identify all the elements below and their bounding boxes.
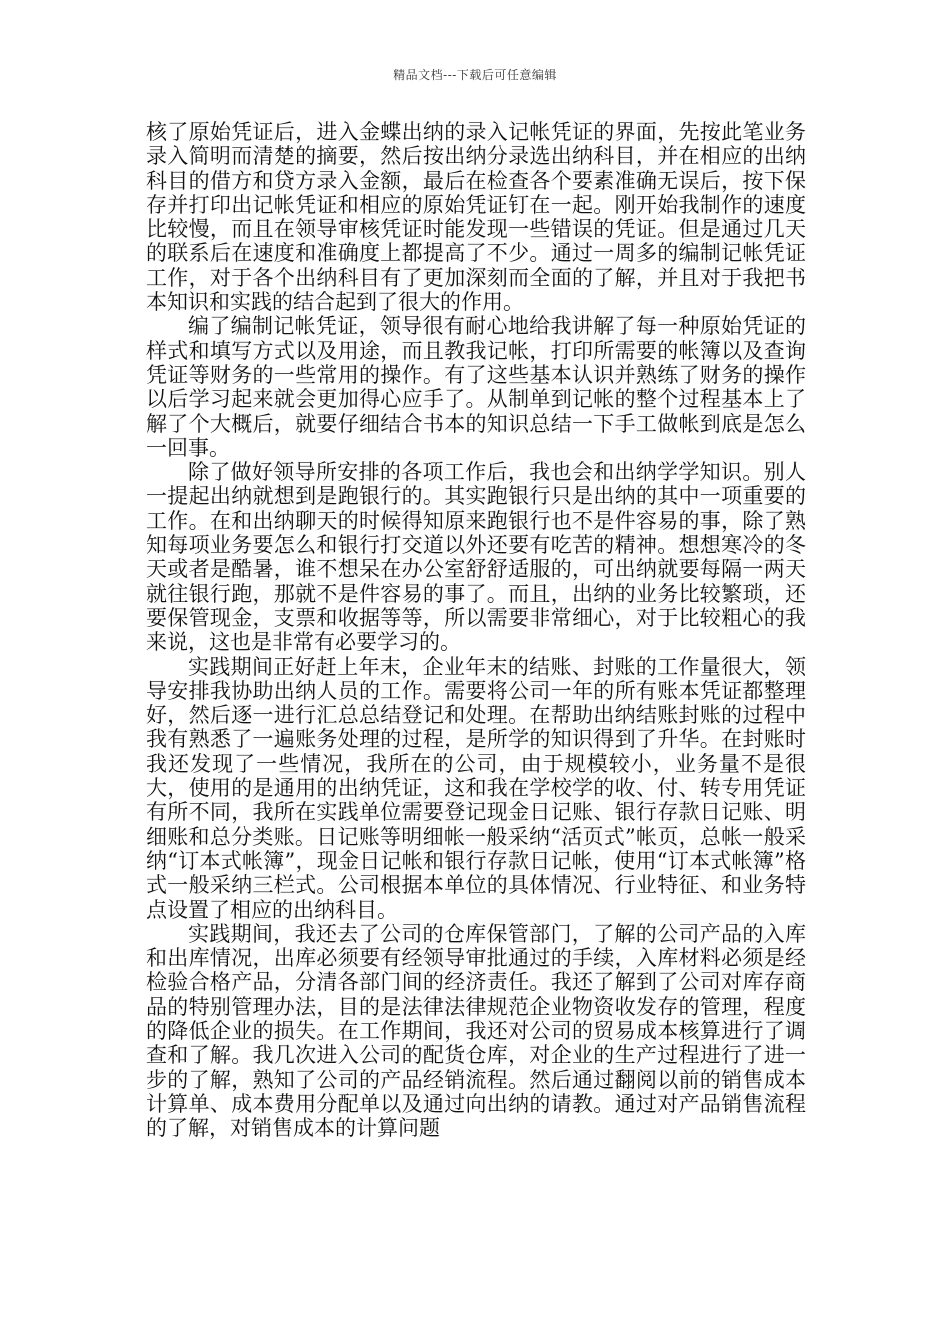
paragraph-2: 编了编制记帐凭证，领导很有耐心地给我讲解了每一种原始凭证的样式和填写方式以及用途，而且教我记帐，打印所需要的帐簿以及查询凭证等财务的一些常用的操作。有了这些基本认识并熟练了财务的操作以后学习起来就会更加得心应手了。从制单到记帐的整个过程基本上了解了个大概后，就要仔细结合书本的知识总结一下手工做帐到底是怎么一回事。 [146,314,806,460]
paragraph-4: 实践期间正好赶上年末，企业年末的结账、封账的工作量很大，领导安排我协助出纳人员的工作。需要将公司一年的所有账本凭证都整理好，然后逐一进行汇总总结登记和处理。在帮助出纳结账封账的过程中我有熟悉了一遍账务处理的过程，是所学的知识得到了升华。在封账时我还发现了一些情况，我所在的公司，由于规模较小，业务量不是很大，使用的是通用的出纳凭证，这和我在学校学的收、付、转专用凭证有所不同，我所在实践单位需要登记现金日记账、银行存款日记账、明细账和总分类账。日记账等明细帐一般采纳“活页式”帐页，总帐一般采纳“订本式帐簿”，现金日记帐和银行存款日记帐，使用“订本式帐簿”格式一般采纳三栏式。公司根据本单位的具体情况、行业特征、和业务特点设置了相应的出纳科目。 [146,654,806,922]
document-body [146,120,806,1140]
paragraph-5: 实践期间，我还去了公司的仓库保管部门，了解的公司产品的入库和出库情况，出库必须要有经领导审批通过的手续，入库材料必须是经检验合格产品，分清各部门间的经济责任。我还了解到了公司对库存商品的特别管理办法，目的是法律法律规范企业物资收发存的管理，程度的降低企业的损失。在工作期间，我还对公司的贸易成本核算进行了调查和了解。我几次进入公司的配货仓库，对企业的生产过程进行了进一步的了解，熟知了公司的产品经销流程。然后通过翻阅以前的销售成本计算单、成本费用分配单以及通过向出纳的请教。通过对产品销售流程的了解，对销售成本的计算问题 [146,921,806,1141]
paragraph-1: 核了原始凭证后，进入金蝶出纳的录入记帐凭证的界面，先按此笔业务录入简明而清楚的摘要，然后按出纳分录选出纳科目，并在相应的出纳科目的借方和贷方录入金额，最后在检查各个要素准确无误后，按下保存并打印出记帐凭证和相应的原始凭证钉在一起。刚开始我制作的速度比较慢，而且在领导审核凭证时能发现一些错误的凭证。但是通过几天的联系后在速度和准确度上都提高了不少。通过一周多的编制记帐凭证工作，对于各个出纳科目有了更加深刻而全面的了解，并且对于我把书本知识和实践的结合起到了很大的作用。 [146,120,806,315]
paragraph-3: 除了做好领导所安排的各项工作后，我也会和出纳学学知识。别人一提起出纳就想到是跑银行的。其实跑银行只是出纳的其中一项重要的工作。在和出纳聊天的时候得知原来跑银行也不是件容易的事，除了熟知每项业务要怎么和银行打交道以外还要有吃苦的精神。想想寒冷的冬天或者是酷暑，谁不想呆在办公室舒舒适服的，可出纳就要每隔一两天就往银行跑，那就不是件容易的事了。而且，出纳的业务比较繁琐，还要保管现金，支票和收据等等，所以需要非常细心，对于比较粗心的我来说，这也是非常有必要学习的。 [146,460,806,655]
page-header: 精品文档---下载后可任意编辑 [393,68,557,82]
